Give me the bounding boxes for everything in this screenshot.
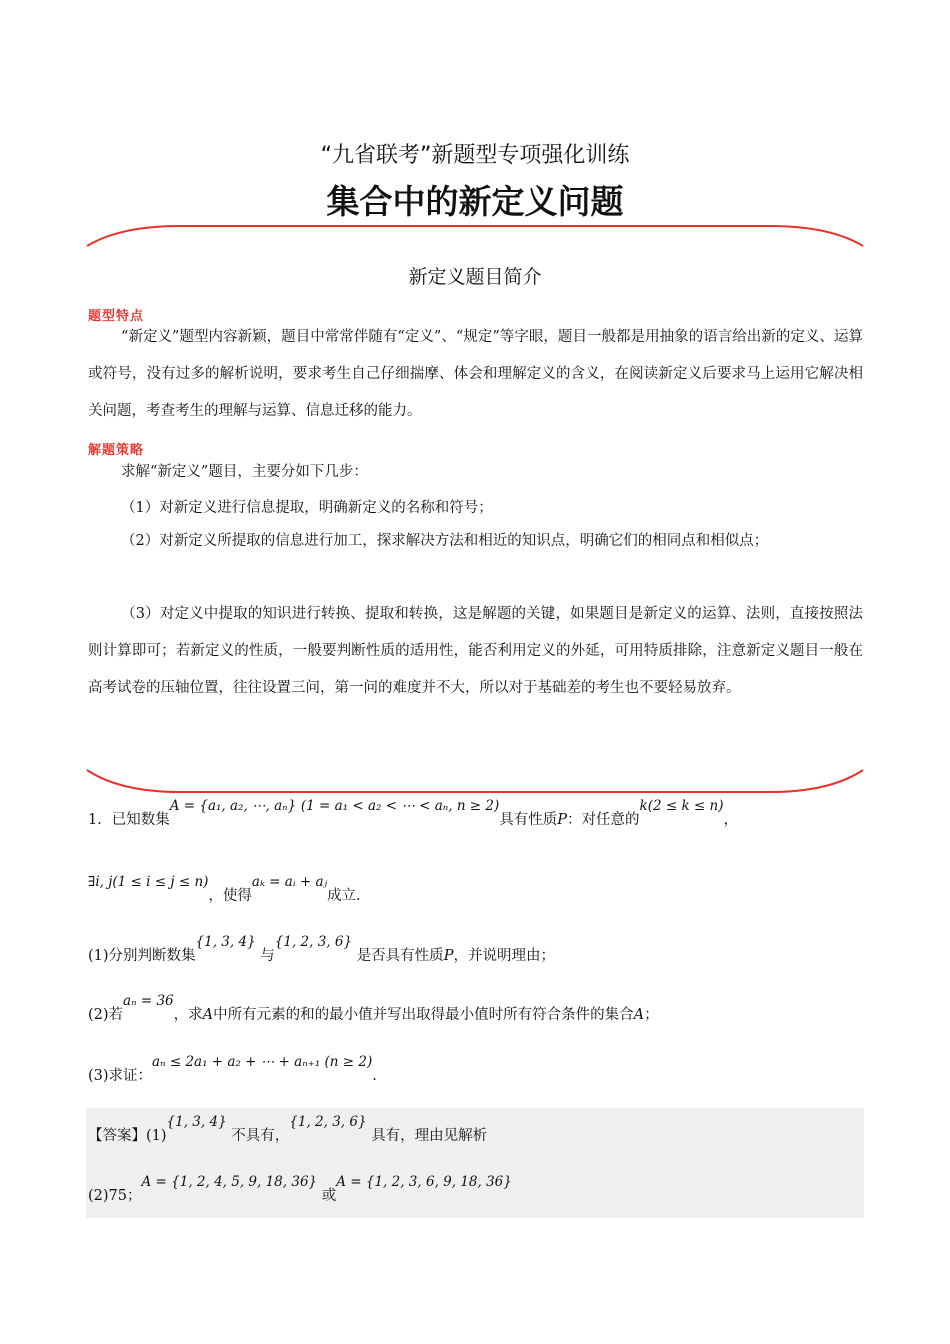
answer-set-a2: A = {1, 2, 3, 6, 9, 18, 36} — [336, 1174, 512, 1190]
inequality-formula: aₙ ≤ 2a₁ + a₂ + ⋯ + aₙ₊₁ (n ≥ 2) — [152, 1054, 373, 1070]
answer-set-1: {1, 3, 4} — [166, 1114, 227, 1130]
bottom-arc — [87, 770, 863, 792]
answer-line-2: (2)75；A = {1, 2, 4, 5, 9, 18, 36} 或A = {1, 2, 3, 6, 9, 18, 36} — [88, 1174, 512, 1204]
strategy-step-3: （3）对定义中提取的知识进行转换、提取和转换，这是解题的关键，如果题目是新定义的运算、法则，直接按照法则计算即可；若新定义的性质，一般要判断性质的适用性，能否利用定义的外延，可用特质排除，注意新定义题目一般在高考试卷的压轴位置，往往设置三问，第一问的难度并不大，所以对于基础差的考生也不要轻易放弃。 — [88, 606, 863, 696]
order-condition: (1 = a₁ < a₂ < ⋯ < aₙ, n ≥ 2) — [300, 798, 500, 814]
top-arc — [87, 226, 863, 246]
answer-set-2: {1, 2, 3, 6} — [289, 1114, 367, 1130]
question-2: (2)若aₙ = 36，求A中所有元素的和的最小值并写出取得最小值时所有符合条件的集合A； — [88, 993, 659, 1023]
feature-label: 题型特点 — [88, 309, 145, 324]
question-1: (1)分别判断数集{1, 3, 4} 与{1, 2, 3, 6} 是否具有性质P，并说明理由； — [88, 934, 555, 964]
question-3: (3)求证：aₙ ≤ 2a₁ + a₂ + ⋯ + aₙ₊₁ (n ≥ 2). — [88, 1054, 377, 1084]
problem-line-1: 1．已知数集A = {a₁, a₂, ⋯, aₙ} (1 = a₁ < a₂ < ⋯ < aₙ, n ≥ 2)具有性质P：对任意的k(2 ≤ k ≤ n)， — [88, 798, 738, 828]
an-36-formula: aₙ = 36 — [123, 993, 174, 1009]
k-condition: k(2 ≤ k ≤ n) — [639, 798, 724, 814]
set-a-formula: A = {a₁, a₂, ⋯, aₙ} — [169, 798, 297, 814]
ak-formula: aₖ = aᵢ + aⱼ — [251, 874, 328, 890]
answer-set-a1: A = {1, 2, 4, 5, 9, 18, 36} — [141, 1174, 318, 1190]
answer-line-1: 【答案】(1){1, 3, 4} 不具有，{1, 2, 3, 6} 具有，理由见解析 — [88, 1114, 488, 1144]
problem-line-2: ∃i, j(1 ≤ i ≤ j ≤ n)，使得aₖ = aᵢ + aⱼ成立. — [88, 874, 361, 904]
strategy-label: 解题策略 — [88, 443, 145, 458]
strategy-step-2: （2）对新定义所提取的信息进行加工，探求解决方法和相近的知识点，明确它们的相同点和相似点； — [121, 533, 769, 549]
page-title: 集合中的新定义问题 — [326, 182, 624, 221]
feature-paragraph — [88, 319, 863, 430]
set-2: {1, 2, 3, 6} — [274, 934, 353, 950]
section-title: 新定义题目简介 — [408, 266, 542, 288]
strategy-step-1: （1）对新定义进行信息提取，明确新定义的名称和符号； — [121, 500, 493, 516]
set-1: {1, 3, 4} — [195, 934, 256, 950]
feature-text: “新定义”题型内容新颖，题目中常常伴随有“定义”、“规定”等字眼，题目一般都是用抽象的语言给出新的定义、运算或符号，没有过多的解析说明，要求考生自己仔细揣摩、体会和理解定义的含义，在阅读新定义后要求马上运用它解决相关问题，考查考生的理解与运算、信息迁移的能力。 — [88, 329, 863, 419]
strategy-intro: 求解“新定义”题目，主要分如下几步： — [121, 464, 368, 480]
exists-formula: ∃i, j(1 ≤ i ≤ j ≤ n) — [88, 874, 209, 890]
page-subtitle: “九省联考”新题型专项强化训练 — [320, 143, 630, 168]
